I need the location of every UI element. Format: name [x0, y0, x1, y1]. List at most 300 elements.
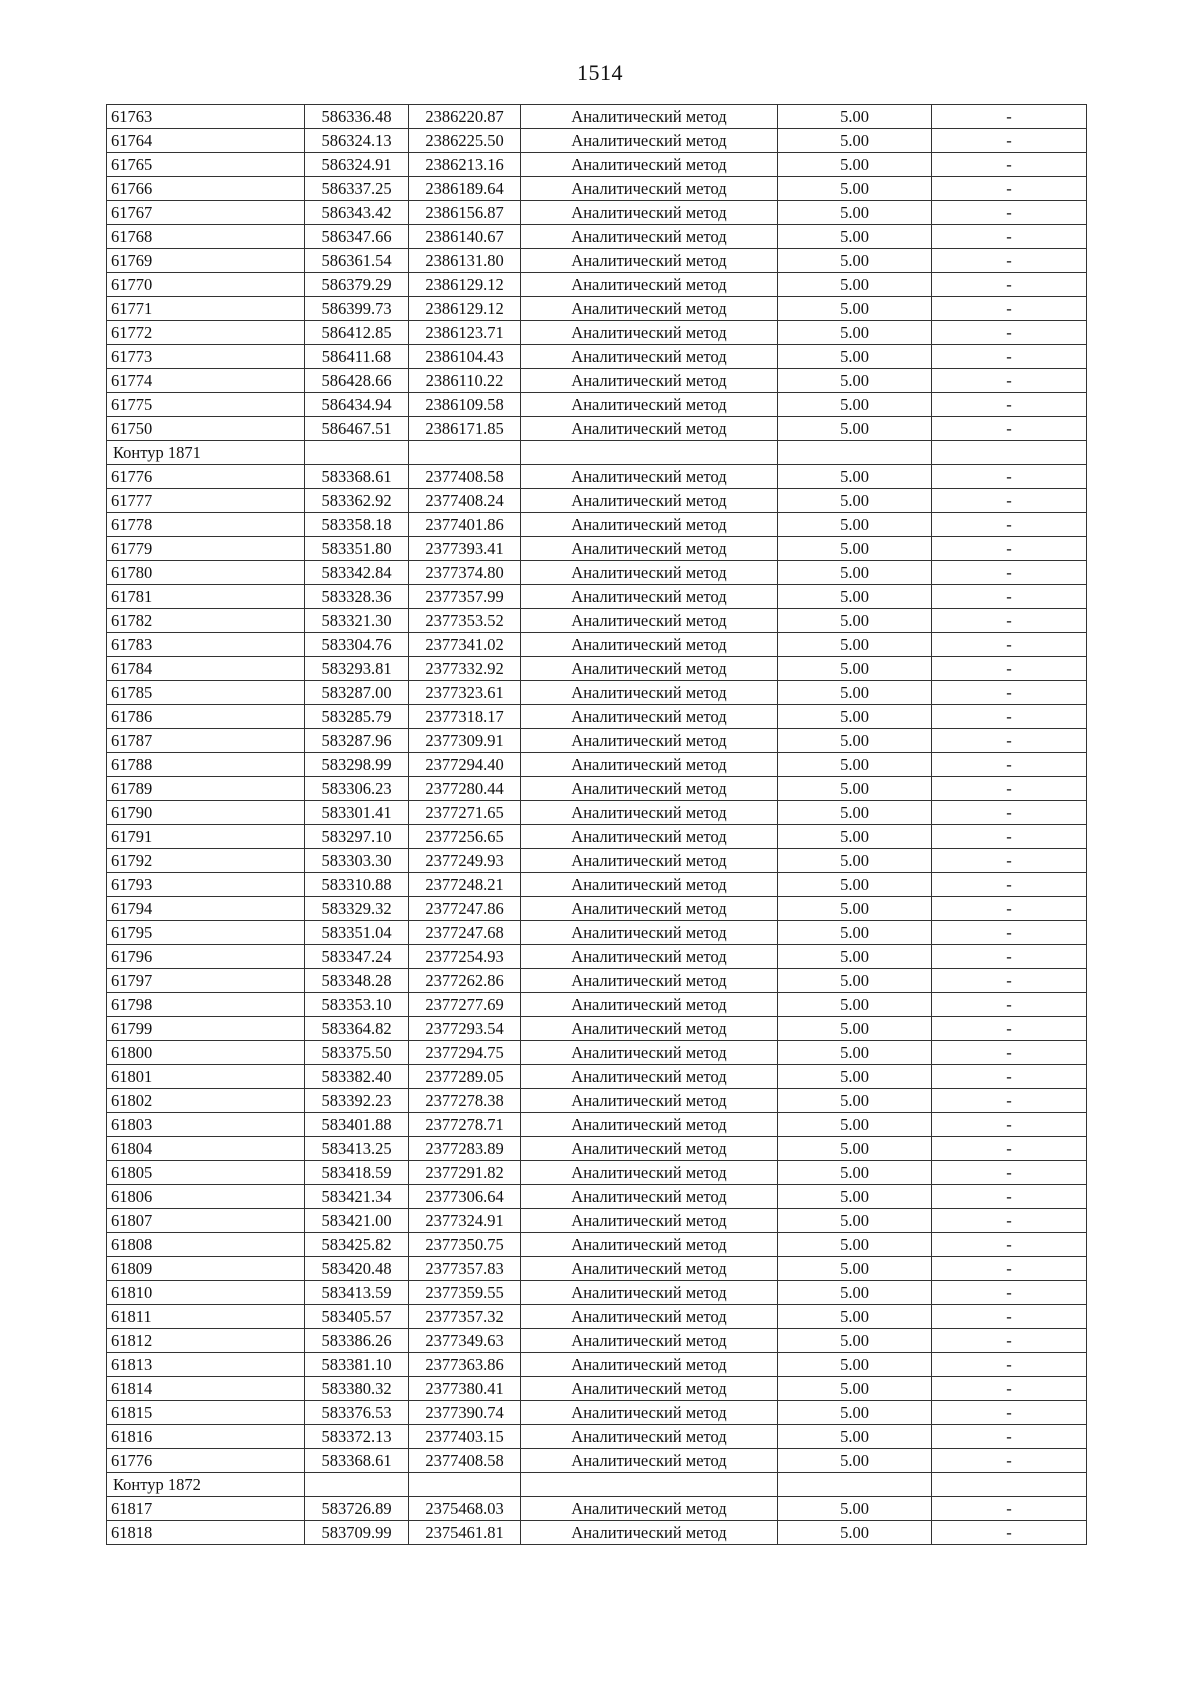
- y-coordinate-cell: 2386171.85: [409, 417, 521, 441]
- y-coordinate-cell: 2386156.87: [409, 201, 521, 225]
- dash-cell: -: [932, 657, 1087, 681]
- method-cell: Аналитический метод: [521, 1449, 778, 1473]
- y-coordinate-cell: 2377306.64: [409, 1185, 521, 1209]
- point-id-cell: 61778: [107, 513, 305, 537]
- method-cell: Аналитический метод: [521, 1041, 778, 1065]
- dash-cell: -: [932, 249, 1087, 273]
- point-id-cell: 61813: [107, 1353, 305, 1377]
- precision-cell: 5.00: [778, 873, 932, 897]
- dash-cell: -: [932, 993, 1087, 1017]
- dash-cell: -: [932, 1449, 1087, 1473]
- table-row: [107, 489, 1087, 513]
- table-row: [107, 273, 1087, 297]
- x-coordinate-cell: 583421.34: [305, 1185, 409, 1209]
- precision-cell: 5.00: [778, 1017, 932, 1041]
- precision-cell: 5.00: [778, 1233, 932, 1257]
- point-id-cell: 61793: [107, 873, 305, 897]
- point-id-cell: 61802: [107, 1089, 305, 1113]
- y-coordinate-cell: 2377262.86: [409, 969, 521, 993]
- table-row: [107, 1281, 1087, 1305]
- y-coordinate-cell: 2377277.69: [409, 993, 521, 1017]
- x-coordinate-cell: 583297.10: [305, 825, 409, 849]
- y-coordinate-cell: 2386225.50: [409, 129, 521, 153]
- point-id-cell: 61773: [107, 345, 305, 369]
- x-coordinate-cell: 583418.59: [305, 1161, 409, 1185]
- x-coordinate-cell: 583301.41: [305, 801, 409, 825]
- x-coordinate-cell: 583351.04: [305, 921, 409, 945]
- precision-cell: 5.00: [778, 1353, 932, 1377]
- precision-cell: 5.00: [778, 825, 932, 849]
- y-coordinate-cell: 2377291.82: [409, 1161, 521, 1185]
- method-cell: Аналитический метод: [521, 945, 778, 969]
- dash-cell: -: [932, 681, 1087, 705]
- method-cell: Аналитический метод: [521, 969, 778, 993]
- point-id-cell: 61764: [107, 129, 305, 153]
- dash-cell: -: [932, 225, 1087, 249]
- x-coordinate-cell: 583726.89: [305, 1497, 409, 1521]
- x-coordinate-cell: 583386.26: [305, 1329, 409, 1353]
- dash-cell: -: [932, 705, 1087, 729]
- method-cell: Аналитический метод: [521, 417, 778, 441]
- x-coordinate-cell: 583358.18: [305, 513, 409, 537]
- y-coordinate-cell: 2377247.68: [409, 921, 521, 945]
- precision-cell: 5.00: [778, 1089, 932, 1113]
- method-cell: Аналитический метод: [521, 609, 778, 633]
- point-id-cell: 61763: [107, 105, 305, 129]
- table-row: [107, 177, 1087, 201]
- point-id-cell: 61817: [107, 1497, 305, 1521]
- point-id-cell: 61776: [107, 1449, 305, 1473]
- y-coordinate-cell: 2386104.43: [409, 345, 521, 369]
- dash-cell: -: [932, 1257, 1087, 1281]
- x-coordinate-cell: 583303.30: [305, 849, 409, 873]
- x-coordinate-cell: 583353.10: [305, 993, 409, 1017]
- table-row: [107, 681, 1087, 705]
- precision-cell: 5.00: [778, 1161, 932, 1185]
- table-row: [107, 1041, 1087, 1065]
- precision-cell: 5.00: [778, 105, 932, 129]
- point-id-cell: 61805: [107, 1161, 305, 1185]
- x-coordinate-cell: 583376.53: [305, 1401, 409, 1425]
- point-id-cell: 61775: [107, 393, 305, 417]
- precision-cell: 5.00: [778, 201, 932, 225]
- x-coordinate-cell: 583362.92: [305, 489, 409, 513]
- table-row: [107, 1113, 1087, 1137]
- point-id-cell: 61818: [107, 1521, 305, 1545]
- point-id-cell: 61795: [107, 921, 305, 945]
- method-cell: Аналитический метод: [521, 153, 778, 177]
- precision-cell: 5.00: [778, 1329, 932, 1353]
- precision-cell: 5.00: [778, 945, 932, 969]
- precision-cell: 5.00: [778, 561, 932, 585]
- dash-cell: -: [932, 1425, 1087, 1449]
- method-cell: Аналитический метод: [521, 1401, 778, 1425]
- precision-cell: 5.00: [778, 1305, 932, 1329]
- dash-cell: -: [932, 489, 1087, 513]
- table-row: [107, 1353, 1087, 1377]
- method-cell: Аналитический метод: [521, 993, 778, 1017]
- y-coordinate-cell: 2377278.38: [409, 1089, 521, 1113]
- precision-cell: 5.00: [778, 513, 932, 537]
- dash-cell: -: [932, 201, 1087, 225]
- method-cell: Аналитический метод: [521, 561, 778, 585]
- table-row: [107, 1305, 1087, 1329]
- precision-cell: 5.00: [778, 1425, 932, 1449]
- dash-cell: -: [932, 1329, 1087, 1353]
- x-coordinate-cell: 586379.29: [305, 273, 409, 297]
- table-row: [107, 297, 1087, 321]
- point-id-cell: 61772: [107, 321, 305, 345]
- table-row: [107, 465, 1087, 489]
- y-coordinate-cell: 2377393.41: [409, 537, 521, 561]
- x-coordinate-cell: 583351.80: [305, 537, 409, 561]
- dash-cell: -: [932, 1497, 1087, 1521]
- method-cell: Аналитический метод: [521, 1305, 778, 1329]
- dash-cell: -: [932, 105, 1087, 129]
- dash-cell: -: [932, 1377, 1087, 1401]
- x-coordinate-cell: 583401.88: [305, 1113, 409, 1137]
- y-coordinate-cell: 2377353.52: [409, 609, 521, 633]
- precision-cell: 5.00: [778, 681, 932, 705]
- dash-cell: -: [932, 1113, 1087, 1137]
- method-cell: Аналитический метод: [521, 105, 778, 129]
- contour-header-row: [107, 1473, 1087, 1497]
- dash-cell: -: [932, 969, 1087, 993]
- empty-cell: [521, 1473, 778, 1497]
- point-id-cell: 61804: [107, 1137, 305, 1161]
- y-coordinate-cell: 2377332.92: [409, 657, 521, 681]
- precision-cell: 5.00: [778, 345, 932, 369]
- precision-cell: 5.00: [778, 249, 932, 273]
- x-coordinate-cell: 583342.84: [305, 561, 409, 585]
- table-row: [107, 705, 1087, 729]
- coordinates-table-body: [107, 105, 1087, 1545]
- dash-cell: -: [932, 1281, 1087, 1305]
- table-row: [107, 1425, 1087, 1449]
- precision-cell: 5.00: [778, 1497, 932, 1521]
- method-cell: Аналитический метод: [521, 345, 778, 369]
- method-cell: Аналитический метод: [521, 1497, 778, 1521]
- table-row: [107, 369, 1087, 393]
- dash-cell: -: [932, 801, 1087, 825]
- x-coordinate-cell: 583380.32: [305, 1377, 409, 1401]
- precision-cell: 5.00: [778, 153, 932, 177]
- x-coordinate-cell: 583364.82: [305, 1017, 409, 1041]
- method-cell: Аналитический метод: [521, 849, 778, 873]
- y-coordinate-cell: 2377408.58: [409, 1449, 521, 1473]
- table-row: [107, 585, 1087, 609]
- dash-cell: -: [932, 369, 1087, 393]
- x-coordinate-cell: 583375.50: [305, 1041, 409, 1065]
- x-coordinate-cell: 583368.61: [305, 465, 409, 489]
- method-cell: Аналитический метод: [521, 129, 778, 153]
- precision-cell: 5.00: [778, 1449, 932, 1473]
- precision-cell: 5.00: [778, 777, 932, 801]
- table-row: [107, 129, 1087, 153]
- y-coordinate-cell: 2377363.86: [409, 1353, 521, 1377]
- dash-cell: -: [932, 1521, 1087, 1545]
- point-id-cell: 61750: [107, 417, 305, 441]
- point-id-cell: 61791: [107, 825, 305, 849]
- precision-cell: 5.00: [778, 585, 932, 609]
- y-coordinate-cell: 2377293.54: [409, 1017, 521, 1041]
- point-id-cell: 61807: [107, 1209, 305, 1233]
- precision-cell: 5.00: [778, 705, 932, 729]
- dash-cell: -: [932, 1137, 1087, 1161]
- dash-cell: -: [932, 153, 1087, 177]
- y-coordinate-cell: 2377278.71: [409, 1113, 521, 1137]
- method-cell: Аналитический метод: [521, 921, 778, 945]
- method-cell: Аналитический метод: [521, 657, 778, 681]
- method-cell: Аналитический метод: [521, 393, 778, 417]
- x-coordinate-cell: 583420.48: [305, 1257, 409, 1281]
- contour-label: Контур 1872: [107, 1473, 305, 1497]
- point-id-cell: 61785: [107, 681, 305, 705]
- table-row: [107, 1329, 1087, 1353]
- x-coordinate-cell: 583372.13: [305, 1425, 409, 1449]
- method-cell: Аналитический метод: [521, 177, 778, 201]
- method-cell: Аналитический метод: [521, 729, 778, 753]
- table-row: [107, 777, 1087, 801]
- dash-cell: -: [932, 873, 1087, 897]
- table-row: [107, 513, 1087, 537]
- precision-cell: 5.00: [778, 657, 932, 681]
- table-row: [107, 1185, 1087, 1209]
- method-cell: Аналитический метод: [521, 873, 778, 897]
- dash-cell: -: [932, 1353, 1087, 1377]
- table-row: [107, 1401, 1087, 1425]
- precision-cell: 5.00: [778, 1065, 932, 1089]
- dash-cell: -: [932, 1185, 1087, 1209]
- precision-cell: 5.00: [778, 1257, 932, 1281]
- method-cell: Аналитический метод: [521, 225, 778, 249]
- x-coordinate-cell: 586412.85: [305, 321, 409, 345]
- point-id-cell: 61777: [107, 489, 305, 513]
- y-coordinate-cell: 2377256.65: [409, 825, 521, 849]
- precision-cell: 5.00: [778, 729, 932, 753]
- precision-cell: 5.00: [778, 369, 932, 393]
- table-row: [107, 321, 1087, 345]
- method-cell: Аналитический метод: [521, 201, 778, 225]
- y-coordinate-cell: 2386131.80: [409, 249, 521, 273]
- dash-cell: -: [932, 825, 1087, 849]
- y-coordinate-cell: 2377357.83: [409, 1257, 521, 1281]
- table-row: [107, 969, 1087, 993]
- y-coordinate-cell: 2386129.12: [409, 297, 521, 321]
- y-coordinate-cell: 2377254.93: [409, 945, 521, 969]
- dash-cell: -: [932, 1089, 1087, 1113]
- y-coordinate-cell: 2386140.67: [409, 225, 521, 249]
- dash-cell: -: [932, 177, 1087, 201]
- y-coordinate-cell: 2377289.05: [409, 1065, 521, 1089]
- x-coordinate-cell: 586399.73: [305, 297, 409, 321]
- table-row: [107, 801, 1087, 825]
- dash-cell: -: [932, 393, 1087, 417]
- table-row: [107, 417, 1087, 441]
- method-cell: Аналитический метод: [521, 1137, 778, 1161]
- table-row: [107, 921, 1087, 945]
- table-row: [107, 993, 1087, 1017]
- method-cell: Аналитический метод: [521, 897, 778, 921]
- method-cell: Аналитический метод: [521, 537, 778, 561]
- point-id-cell: 61811: [107, 1305, 305, 1329]
- y-coordinate-cell: 2377324.91: [409, 1209, 521, 1233]
- dash-cell: -: [932, 465, 1087, 489]
- method-cell: Аналитический метод: [521, 1233, 778, 1257]
- x-coordinate-cell: 583321.30: [305, 609, 409, 633]
- x-coordinate-cell: 586347.66: [305, 225, 409, 249]
- x-coordinate-cell: 586467.51: [305, 417, 409, 441]
- dash-cell: -: [932, 1041, 1087, 1065]
- dash-cell: -: [932, 273, 1087, 297]
- x-coordinate-cell: 586434.94: [305, 393, 409, 417]
- x-coordinate-cell: 583285.79: [305, 705, 409, 729]
- precision-cell: 5.00: [778, 969, 932, 993]
- precision-cell: 5.00: [778, 537, 932, 561]
- point-id-cell: 61814: [107, 1377, 305, 1401]
- y-coordinate-cell: 2377349.63: [409, 1329, 521, 1353]
- point-id-cell: 61780: [107, 561, 305, 585]
- dash-cell: -: [932, 609, 1087, 633]
- x-coordinate-cell: 586343.42: [305, 201, 409, 225]
- precision-cell: 5.00: [778, 633, 932, 657]
- dash-cell: -: [932, 1161, 1087, 1185]
- method-cell: Аналитический метод: [521, 513, 778, 537]
- point-id-cell: 61796: [107, 945, 305, 969]
- method-cell: Аналитический метод: [521, 1281, 778, 1305]
- table-row: [107, 225, 1087, 249]
- point-id-cell: 61779: [107, 537, 305, 561]
- point-id-cell: 61808: [107, 1233, 305, 1257]
- method-cell: Аналитический метод: [521, 1089, 778, 1113]
- method-cell: Аналитический метод: [521, 1521, 778, 1545]
- table-row: [107, 249, 1087, 273]
- precision-cell: 5.00: [778, 273, 932, 297]
- table-row: [107, 849, 1087, 873]
- point-id-cell: 61774: [107, 369, 305, 393]
- table-row: [107, 1497, 1087, 1521]
- point-id-cell: 61792: [107, 849, 305, 873]
- contour-header-row: [107, 441, 1087, 465]
- point-id-cell: 61812: [107, 1329, 305, 1353]
- table-row: [107, 1521, 1087, 1545]
- dash-cell: -: [932, 945, 1087, 969]
- x-coordinate-cell: 586336.48: [305, 105, 409, 129]
- y-coordinate-cell: 2375468.03: [409, 1497, 521, 1521]
- y-coordinate-cell: 2377374.80: [409, 561, 521, 585]
- point-id-cell: 61799: [107, 1017, 305, 1041]
- dash-cell: -: [932, 753, 1087, 777]
- method-cell: Аналитический метод: [521, 633, 778, 657]
- point-id-cell: 61766: [107, 177, 305, 201]
- method-cell: Аналитический метод: [521, 753, 778, 777]
- point-id-cell: 61767: [107, 201, 305, 225]
- x-coordinate-cell: 583381.10: [305, 1353, 409, 1377]
- y-coordinate-cell: 2386213.16: [409, 153, 521, 177]
- precision-cell: 5.00: [778, 1113, 932, 1137]
- x-coordinate-cell: 583405.57: [305, 1305, 409, 1329]
- point-id-cell: 61765: [107, 153, 305, 177]
- y-coordinate-cell: 2377359.55: [409, 1281, 521, 1305]
- dash-cell: -: [932, 1305, 1087, 1329]
- empty-cell: [305, 1473, 409, 1497]
- empty-cell: [778, 1473, 932, 1497]
- y-coordinate-cell: 2377249.93: [409, 849, 521, 873]
- y-coordinate-cell: 2377323.61: [409, 681, 521, 705]
- table-row: [107, 105, 1087, 129]
- point-id-cell: 61770: [107, 273, 305, 297]
- table-row: [107, 537, 1087, 561]
- x-coordinate-cell: 586428.66: [305, 369, 409, 393]
- x-coordinate-cell: 583425.82: [305, 1233, 409, 1257]
- method-cell: Аналитический метод: [521, 1185, 778, 1209]
- y-coordinate-cell: 2377294.40: [409, 753, 521, 777]
- dash-cell: -: [932, 513, 1087, 537]
- x-coordinate-cell: 583413.59: [305, 1281, 409, 1305]
- dash-cell: -: [932, 1401, 1087, 1425]
- table-row: [107, 1377, 1087, 1401]
- y-coordinate-cell: 2377309.91: [409, 729, 521, 753]
- method-cell: Аналитический метод: [521, 321, 778, 345]
- x-coordinate-cell: 586411.68: [305, 345, 409, 369]
- y-coordinate-cell: 2377401.86: [409, 513, 521, 537]
- table-row: [107, 1233, 1087, 1257]
- x-coordinate-cell: 583348.28: [305, 969, 409, 993]
- precision-cell: 5.00: [778, 921, 932, 945]
- dash-cell: -: [932, 1233, 1087, 1257]
- precision-cell: 5.00: [778, 297, 932, 321]
- empty-cell: [932, 1473, 1087, 1497]
- precision-cell: 5.00: [778, 1137, 932, 1161]
- method-cell: Аналитический метод: [521, 1257, 778, 1281]
- point-id-cell: 61816: [107, 1425, 305, 1449]
- table-row: [107, 1209, 1087, 1233]
- point-id-cell: 61781: [107, 585, 305, 609]
- y-coordinate-cell: 2377403.15: [409, 1425, 521, 1449]
- x-coordinate-cell: 583310.88: [305, 873, 409, 897]
- y-coordinate-cell: 2375461.81: [409, 1521, 521, 1545]
- y-coordinate-cell: 2386110.22: [409, 369, 521, 393]
- dash-cell: -: [932, 921, 1087, 945]
- precision-cell: 5.00: [778, 1377, 932, 1401]
- dash-cell: -: [932, 1209, 1087, 1233]
- y-coordinate-cell: 2377247.86: [409, 897, 521, 921]
- x-coordinate-cell: 586361.54: [305, 249, 409, 273]
- precision-cell: 5.00: [778, 1521, 932, 1545]
- table-row: [107, 657, 1087, 681]
- x-coordinate-cell: 583413.25: [305, 1137, 409, 1161]
- method-cell: Аналитический метод: [521, 273, 778, 297]
- precision-cell: 5.00: [778, 609, 932, 633]
- empty-cell: [305, 441, 409, 465]
- table-row: [107, 1017, 1087, 1041]
- dash-cell: -: [932, 729, 1087, 753]
- table-row: [107, 873, 1087, 897]
- dash-cell: -: [932, 897, 1087, 921]
- point-id-cell: 61801: [107, 1065, 305, 1089]
- method-cell: Аналитический метод: [521, 1329, 778, 1353]
- method-cell: Аналитический метод: [521, 297, 778, 321]
- table-row: [107, 753, 1087, 777]
- point-id-cell: 61815: [107, 1401, 305, 1425]
- empty-cell: [778, 441, 932, 465]
- method-cell: Аналитический метод: [521, 1161, 778, 1185]
- point-id-cell: 61794: [107, 897, 305, 921]
- point-id-cell: 61782: [107, 609, 305, 633]
- x-coordinate-cell: 583287.00: [305, 681, 409, 705]
- precision-cell: 5.00: [778, 1185, 932, 1209]
- table-row: [107, 561, 1087, 585]
